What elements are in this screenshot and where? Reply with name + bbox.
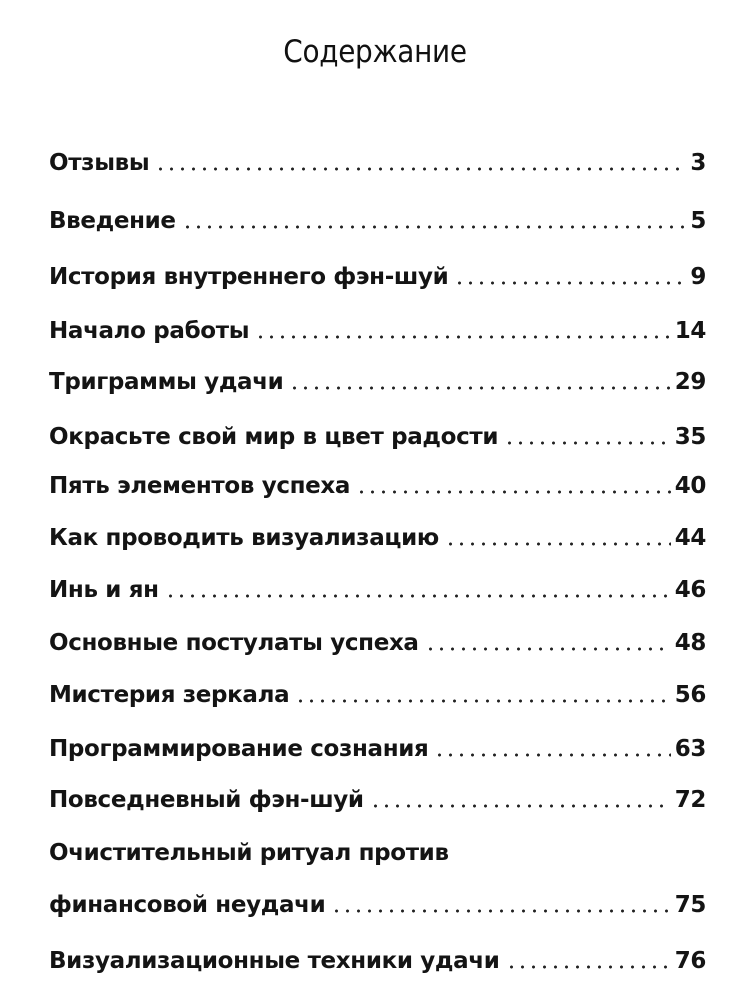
toc-entry[interactable] [49,411,706,451]
toc-entry-label: Основные постулаты успеха [49,630,419,656]
toc-entry-page: 35 [674,424,706,450]
toc-entry-page: 72 [674,787,706,813]
toc-entry-label: Мистерия зеркала [49,682,290,708]
dot-leader [331,909,670,913]
toc-entry-label: Начало работы [49,318,250,344]
dot-leader [504,441,671,445]
page-title: Содержание [283,34,467,70]
dot-leader [434,753,670,757]
table-of-contents [49,0,706,1000]
dot-leader [255,335,671,339]
toc-entry-label: Программирование сознания [49,736,429,762]
toc-entry-page: 14 [674,318,706,344]
dot-leader [155,167,686,171]
dot-leader [165,594,671,598]
toc-entry-page: 3 [690,150,706,176]
toc-entry-label: Окрасьте свой мир в цвет радости [49,424,499,450]
toc-entry-page: 5 [690,208,706,234]
dot-leader [370,804,671,808]
toc-entry-label: Триграммы удачи [49,369,284,395]
dot-leader [182,225,687,229]
dot-leader [445,542,671,546]
toc-entry-page: 44 [674,525,706,551]
toc-entry-page: 29 [674,369,706,395]
toc-entry[interactable] [49,879,706,919]
toc-entry[interactable] [49,305,706,345]
toc-entry-label: Визуализационные техники удачи [49,948,500,974]
toc-entry[interactable] [49,669,706,709]
toc-entry-label: финансовой неудачи [49,892,326,918]
toc-entry[interactable] [49,723,706,763]
toc-entry-label: Инь и ян [49,577,159,603]
toc-entry-label: Введение [49,208,176,234]
dot-leader [454,281,686,285]
dot-leader [506,965,671,969]
toc-entry[interactable] [49,512,706,552]
toc-entry-label: Пять элементов успеха [49,473,351,499]
dot-leader [425,647,671,651]
toc-entry-page: 46 [674,577,706,603]
toc-entry-page: 9 [690,264,706,290]
toc-entry-label: Повседневный фэн-шуй [49,787,364,813]
toc-entry-page: 56 [674,682,706,708]
toc-entry[interactable] [49,137,706,177]
toc-entry[interactable] [49,460,706,500]
toc-entry-page: 75 [674,892,706,918]
dot-leader [289,386,670,390]
toc-entry[interactable] [49,617,706,657]
dot-leader [295,699,670,703]
toc-entry-page: 76 [674,948,706,974]
toc-entry-page: 40 [674,473,706,499]
toc-entry-label: Как проводить визуализацию [49,525,439,551]
toc-entry[interactable] [49,935,706,975]
dot-leader [356,490,671,494]
toc-entry-label: Отзывы [49,150,150,176]
toc-entry[interactable] [49,251,706,291]
toc-entry[interactable] [49,564,706,604]
toc-entry[interactable] [49,774,706,814]
toc-entry-page: 48 [674,630,706,656]
toc-entry-wrapped-line[interactable]: Очистительный ритуал против [49,840,449,866]
toc-entry-page: 63 [674,736,706,762]
toc-entry[interactable] [49,356,706,396]
toc-entry-label: История внутреннего фэн-шуй [49,264,449,290]
toc-entry[interactable] [49,195,706,235]
